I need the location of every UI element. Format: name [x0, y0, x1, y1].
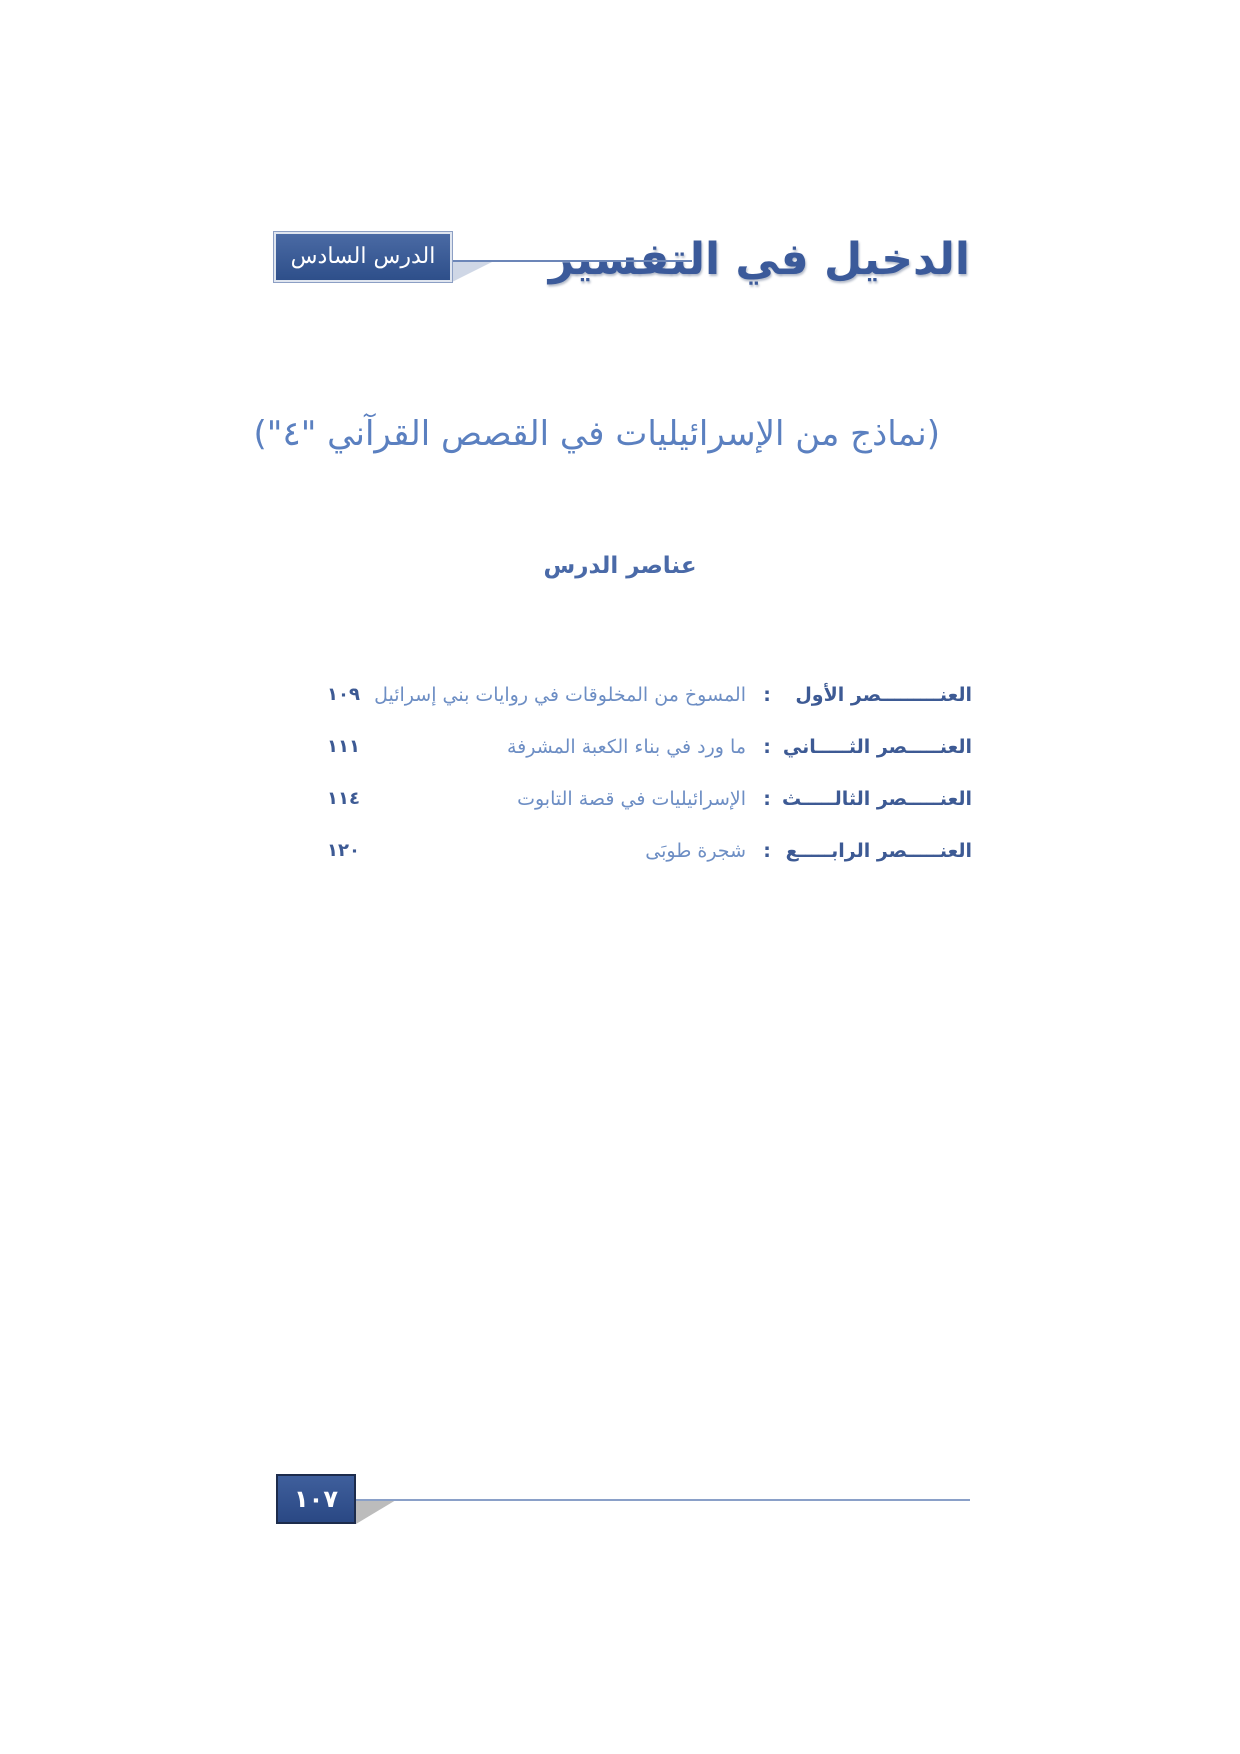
toc-page-number: ١٢٠	[327, 840, 360, 861]
lesson-title: (نماذج من الإسرائيليات في القصص القرآني "٤")	[253, 414, 940, 454]
toc-page-number: ١١١	[327, 736, 360, 757]
toc-separator: :	[763, 736, 771, 758]
toc-element-label: العنـــــصر الرابـــــع	[785, 840, 972, 862]
toc-element-title: ما ورد في بناء الكعبة المشرفة	[506, 736, 746, 758]
page-box-shadow	[356, 1500, 396, 1524]
toc-row[interactable]	[300, 830, 972, 882]
toc-element-title: شجرة طوبَى	[645, 840, 746, 862]
toc-row[interactable]	[300, 778, 972, 830]
toc-separator: :	[763, 840, 771, 862]
toc-page-number: ١١٤	[327, 788, 360, 809]
toc-row[interactable]	[300, 726, 972, 778]
section-heading: عناصر الدرس	[543, 553, 697, 579]
footer-divider	[356, 1499, 970, 1501]
lesson-box-shadow	[452, 262, 492, 282]
toc-separator: :	[763, 684, 771, 706]
page-number: ١٠٧	[294, 1485, 338, 1513]
toc-row[interactable]	[300, 674, 972, 726]
lesson-badge	[274, 232, 452, 282]
lesson-label: الدرس السادس	[290, 244, 436, 269]
toc-separator: :	[763, 788, 771, 810]
book-title: الدخيل في التفسير	[548, 234, 970, 285]
page-number-badge	[276, 1474, 356, 1524]
toc-element-title: الإسرائيليات في قصة التابوت	[517, 788, 746, 810]
table-of-contents	[300, 674, 972, 890]
toc-element-label: العنـــــصر الثـــــاني	[782, 736, 972, 758]
toc-element-title: المسوخ من المخلوقات في روايات بني إسرائيل	[374, 684, 746, 706]
toc-page-number: ١٠٩	[327, 684, 360, 705]
toc-element-label: العنـــــصر الثالـــــث	[781, 788, 972, 810]
toc-element-label: العنـــــــــصر الأول	[795, 684, 972, 706]
